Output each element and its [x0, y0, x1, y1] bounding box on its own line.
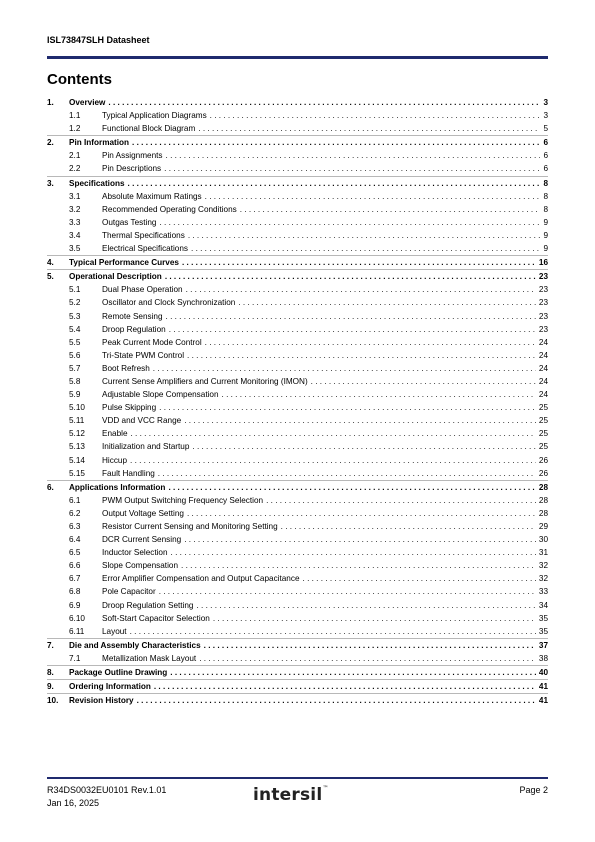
- toc-dot-leader: [170, 666, 536, 679]
- toc-entry-title: Package Outline Drawing: [69, 668, 168, 678]
- toc-entry-number: 3.5: [69, 244, 81, 254]
- toc-dot-leader: [205, 190, 541, 203]
- toc-entry-number: 5.6: [69, 350, 81, 360]
- toc-entry-title: PWM Output Switching Frequency Selection: [102, 495, 264, 505]
- toc-entry-number: 5.4: [69, 324, 81, 334]
- toc-chapter-entry[interactable]: [47, 135, 548, 149]
- toc-section-entry[interactable]: [47, 454, 548, 467]
- toc-section-entry[interactable]: [47, 494, 548, 507]
- toc-section-entry[interactable]: [47, 440, 548, 453]
- toc-entry-number: 2.2: [69, 164, 81, 174]
- toc-entry-page: 23: [538, 311, 548, 321]
- toc-dot-leader: [184, 414, 536, 427]
- toc-entry-title: Output Voltage Setting: [102, 508, 184, 518]
- toc-chapter-entry[interactable]: [47, 96, 548, 109]
- toc-entry-number: 5.14: [69, 455, 85, 465]
- toc-entry-page: 25: [538, 403, 548, 413]
- toc-entry-number: 5.13: [69, 442, 85, 452]
- toc-section-entry[interactable]: [47, 599, 548, 612]
- toc-section-entry[interactable]: [47, 520, 548, 533]
- toc-entry-number: 6.2: [69, 508, 81, 518]
- toc-entry-number: 7.: [47, 640, 54, 650]
- toc-entry-number: 10.: [47, 696, 59, 706]
- toc-entry-title: Metallization Mask Layout: [102, 653, 197, 663]
- toc-entry-number: 1.2: [69, 124, 81, 134]
- toc-dot-leader: [187, 507, 536, 520]
- toc-entry-number: 9.: [47, 682, 54, 692]
- toc-dot-leader: [154, 680, 536, 693]
- toc-entry-title: Pulse Skipping: [102, 403, 157, 413]
- toc-entry-number: 3.2: [69, 204, 81, 214]
- toc-section-entry[interactable]: [47, 467, 548, 480]
- toc-entry-number: 3.4: [69, 230, 81, 240]
- toc-entry-number: 2.1: [69, 151, 81, 161]
- toc-dot-leader: [184, 533, 536, 546]
- toc-dot-leader: [130, 454, 536, 467]
- toc-entry-title: Operational Description: [69, 272, 162, 282]
- toc-dot-leader: [153, 362, 536, 375]
- toc-entry-page: 23: [538, 298, 548, 308]
- toc-entry-page: 29: [538, 522, 548, 531]
- toc-dot-leader: [188, 229, 541, 242]
- toc-entry-page: 23: [538, 285, 548, 295]
- toc-dot-leader: [187, 349, 536, 362]
- toc-entry-page: 6: [543, 164, 548, 174]
- toc-dot-leader: [192, 440, 536, 453]
- toc-entry-title: Droop Regulation Setting: [102, 600, 194, 610]
- toc-entry-number: 5.9: [69, 390, 81, 400]
- toc-section-entry[interactable]: [47, 546, 548, 559]
- toc-entry-number: 6.4: [69, 535, 81, 545]
- toc-section-entry[interactable]: [47, 349, 548, 362]
- toc-entry-title: Initialization and Startup: [102, 442, 190, 452]
- footer-page-number: Page 2: [519, 785, 548, 795]
- toc-dot-leader: [159, 401, 536, 414]
- toc-entry-page: 16: [538, 258, 548, 268]
- toc-dot-leader: [171, 546, 536, 559]
- toc-dot-leader: [186, 283, 536, 296]
- toc-entry-number: 6.3: [69, 522, 81, 531]
- toc-entry-title: Recommended Operating Conditions: [102, 204, 237, 214]
- footer-rule: [47, 777, 548, 779]
- toc-entry-title: Resistor Current Sensing and Monitoring Setting: [102, 522, 278, 531]
- toc-entry-title: Boot Refresh: [102, 363, 150, 373]
- toc-entry-title: Thermal Specifications: [102, 230, 185, 240]
- toc-section-entry[interactable]: [47, 122, 548, 135]
- toc-entry-page: 9: [543, 217, 548, 227]
- toc-dot-leader: [166, 149, 541, 162]
- toc-dot-leader: [128, 177, 541, 190]
- toc-dot-leader: [266, 494, 536, 507]
- toc-entry-title: Current Sense Amplifiers and Current Monitoring (IMON): [102, 376, 308, 386]
- toc-entry-number: 5.10: [69, 403, 85, 413]
- toc-entry-page: 24: [538, 363, 548, 373]
- toc-entry-page: 23: [538, 324, 548, 334]
- toc-chapter-entry[interactable]: [47, 480, 548, 494]
- toc-entry-page: 8: [543, 204, 548, 214]
- toc-dot-leader: [191, 242, 540, 255]
- toc-entry-number: 2.: [47, 138, 54, 148]
- toc-entry-title: Die and Assembly Characteristics: [69, 640, 201, 650]
- toc-entry-number: 6.5: [69, 548, 81, 558]
- toc-dot-leader: [165, 270, 536, 283]
- toc-entry-title: Enable: [102, 429, 128, 439]
- toc-entry-number: 6.6: [69, 561, 81, 571]
- toc-dot-leader: [238, 296, 536, 309]
- toc-entry-number: 1.1: [69, 111, 81, 121]
- toc-entry-title: Adjustable Slope Compensation: [102, 390, 219, 400]
- toc-entry-title: Pin Descriptions: [102, 164, 162, 174]
- toc-entry-page: 38: [538, 653, 548, 663]
- toc-entry-page: 35: [538, 626, 548, 636]
- toc-entry-number: 5.7: [69, 363, 81, 373]
- toc-chapter-entry[interactable]: [47, 665, 548, 679]
- toc-entry-title: Electrical Specifications: [102, 244, 189, 254]
- toc-dot-leader: [182, 256, 536, 269]
- toc-entry-number: 5.2: [69, 298, 81, 308]
- toc-entry-page: 8: [543, 191, 548, 201]
- toc-section-entry[interactable]: [47, 401, 548, 414]
- toc-entry-number: 7.1: [69, 653, 81, 663]
- toc-entry-title: Fault Handling: [102, 468, 155, 478]
- toc-entry-number: 5.15: [69, 468, 85, 478]
- toc-dot-leader: [199, 652, 536, 665]
- toc-section-entry[interactable]: [47, 362, 548, 375]
- toc-entry-page: 23: [538, 272, 548, 282]
- toc-entry-page: 35: [538, 613, 548, 623]
- toc-entry-title: Layout: [102, 626, 127, 636]
- toc-entry-number: 6.9: [69, 600, 81, 610]
- toc-dot-leader: [164, 162, 540, 175]
- toc-dot-leader: [166, 310, 536, 323]
- toc-entry-title: Typical Application Diagrams: [102, 111, 207, 121]
- toc-entry-page: 24: [538, 390, 548, 400]
- toc-section-entry[interactable]: [47, 572, 548, 585]
- toc-dot-leader: [198, 122, 540, 135]
- toc-entry-title: Soft-Start Capacitor Selection: [102, 613, 210, 623]
- toc-entry-title: Overview: [69, 98, 106, 107]
- toc-dot-leader: [159, 216, 540, 229]
- toc-entry-number: 3.3: [69, 217, 81, 227]
- contents-heading: Contents: [47, 71, 112, 88]
- toc-entry-title: Outgas Testing: [102, 217, 157, 227]
- toc-section-entry[interactable]: [47, 229, 548, 242]
- toc-section-entry[interactable]: [47, 109, 548, 122]
- toc-entry-page: 24: [538, 350, 548, 360]
- toc-section-entry[interactable]: [47, 190, 548, 203]
- toc-entry-page: 28: [538, 482, 548, 492]
- toc-entry-title: Oscillator and Clock Synchronization: [102, 298, 236, 308]
- toc-entry-title: Pole Capacitor: [102, 587, 156, 597]
- toc-entry-page: 33: [538, 587, 548, 597]
- toc-section-entry[interactable]: [47, 162, 548, 175]
- toc-section-entry[interactable]: [47, 612, 548, 625]
- toc-entry-title: Inductor Selection: [102, 548, 168, 558]
- toc-entry-page: 32: [538, 574, 548, 584]
- toc-entry-number: 6.8: [69, 587, 81, 597]
- toc-entry-number: 6.10: [69, 613, 85, 623]
- toc-entry-title: Specifications: [69, 178, 125, 188]
- toc-chapter-entry[interactable]: [47, 269, 548, 283]
- toc-entry-page: 28: [538, 508, 548, 518]
- toc-section-entry[interactable]: [47, 203, 548, 216]
- toc-section-entry[interactable]: [47, 336, 548, 349]
- logo-text: intersil: [253, 785, 323, 805]
- toc-entry-number: 5.3: [69, 311, 81, 321]
- toc-dot-leader: [158, 467, 536, 480]
- toc-entry-title: Tri-State PWM Control: [102, 350, 185, 360]
- toc-entry-number: 3.1: [69, 191, 81, 201]
- toc-entry-number: 8.: [47, 668, 54, 678]
- toc-entry-title: Droop Regulation: [102, 324, 166, 334]
- toc-chapter-entry[interactable]: [47, 679, 548, 693]
- toc-dot-leader: [205, 336, 536, 349]
- toc-section-entry[interactable]: [47, 507, 548, 520]
- toc-entry-number: 4.: [47, 258, 54, 268]
- toc-entry-title: Revision History: [69, 696, 134, 706]
- toc-entry-page: 32: [538, 561, 548, 571]
- toc-dot-leader: [204, 639, 536, 652]
- toc-entry-page: 6: [543, 138, 548, 148]
- toc-entry-page: 31: [538, 548, 548, 558]
- toc-entry-title: Peak Current Mode Control: [102, 337, 202, 347]
- toc-entry-page: 9: [543, 244, 548, 254]
- toc-dot-leader: [213, 612, 536, 625]
- toc-entry-page: 8: [543, 178, 548, 188]
- toc-entry-page: 24: [538, 376, 548, 386]
- toc-section-entry[interactable]: [47, 427, 548, 440]
- toc-chapter-entry[interactable]: [47, 638, 548, 652]
- toc-entry-title: Error Amplifier Compensation and Output Capacitance: [102, 574, 300, 584]
- toc-entry-title: Remote Sensing: [102, 311, 163, 321]
- toc-chapter-entry[interactable]: [47, 693, 548, 707]
- toc-section-entry[interactable]: [47, 216, 548, 229]
- toc-entry-number: 6.11: [69, 626, 85, 636]
- toc-entry-page: 6: [543, 151, 548, 161]
- toc-entry-page: 24: [538, 337, 548, 347]
- toc-dot-leader: [168, 481, 535, 494]
- toc-entry-page: 28: [538, 495, 548, 505]
- toc-entry-title: Pin Assignments: [102, 151, 163, 161]
- toc-entry-page: 25: [538, 429, 548, 439]
- toc-entry-number: 5.12: [69, 429, 85, 439]
- toc-entry-page: 41: [538, 682, 548, 692]
- toc-entry-page: 41: [538, 696, 548, 706]
- toc-section-entry[interactable]: [47, 149, 548, 162]
- toc-entry-number: 5.8: [69, 376, 81, 386]
- toc-entry-page: 9: [543, 230, 548, 240]
- toc-entry-title: Pin Information: [69, 138, 130, 148]
- toc-dot-leader: [159, 585, 536, 598]
- toc-dot-leader: [210, 109, 541, 122]
- toc-entry-page: 40: [538, 668, 548, 678]
- toc-dot-leader: [131, 427, 536, 440]
- toc-entry-title: Slope Compensation: [102, 561, 179, 571]
- toc-entry-number: 6.7: [69, 574, 81, 584]
- toc-section-entry[interactable]: [47, 585, 548, 598]
- toc-entry-title: Absolute Maximum Ratings: [102, 191, 202, 201]
- toc-entry-number: 6.1: [69, 495, 81, 505]
- toc-entry-title: VDD and VCC Range: [102, 416, 182, 426]
- toc-chapter-entry[interactable]: [47, 255, 548, 269]
- toc-entry-number: 6.: [47, 482, 54, 492]
- toc-dot-leader: [130, 625, 536, 638]
- toc-section-entry[interactable]: [47, 375, 548, 388]
- toc-section-entry[interactable]: [47, 625, 548, 638]
- toc-dot-leader: [303, 572, 536, 585]
- table-of-contents: [47, 96, 548, 707]
- toc-section-entry[interactable]: [47, 652, 548, 665]
- toc-dot-leader: [281, 520, 536, 533]
- toc-section-entry[interactable]: [47, 283, 548, 296]
- toc-section-entry[interactable]: [47, 296, 548, 309]
- toc-section-entry[interactable]: [47, 533, 548, 546]
- toc-entry-number: 5.5: [69, 337, 81, 347]
- document-header-title: ISL73847SLH Datasheet: [47, 35, 150, 45]
- intersil-logo: intersil™: [253, 785, 329, 805]
- toc-entry-page: 26: [538, 455, 548, 465]
- toc-entry-page: 5: [543, 124, 548, 134]
- toc-chapter-entry[interactable]: [47, 176, 548, 190]
- toc-section-entry[interactable]: [47, 388, 548, 401]
- toc-entry-number: 5.11: [69, 416, 85, 426]
- toc-dot-leader: [311, 375, 536, 388]
- toc-dot-leader: [197, 599, 536, 612]
- toc-entry-page: 30: [538, 535, 548, 545]
- toc-section-entry[interactable]: [47, 559, 548, 572]
- footer-document-number: R34DS0032EU0101 Rev.1.01: [47, 785, 167, 795]
- toc-entry-page: 25: [538, 416, 548, 426]
- toc-section-entry[interactable]: [47, 310, 548, 323]
- toc-section-entry[interactable]: [47, 414, 548, 427]
- toc-entry-page: 37: [538, 640, 548, 650]
- toc-entry-number: 3.: [47, 178, 54, 188]
- toc-entry-title: Typical Performance Curves: [69, 258, 179, 268]
- toc-entry-page: 3: [543, 98, 548, 107]
- toc-entry-page: 3: [543, 111, 548, 121]
- toc-dot-leader: [132, 136, 540, 149]
- toc-dot-leader: [137, 694, 536, 707]
- toc-entry-title: Ordering Information: [69, 682, 151, 692]
- toc-entry-title: Dual Phase Operation: [102, 285, 183, 295]
- toc-entry-page: 25: [538, 442, 548, 452]
- toc-section-entry[interactable]: [47, 323, 548, 336]
- toc-dot-leader: [108, 96, 540, 109]
- toc-entry-page: 26: [538, 468, 548, 478]
- toc-dot-leader: [222, 388, 536, 401]
- toc-entry-page: 34: [538, 600, 548, 610]
- toc-entry-title: DCR Current Sensing: [102, 535, 182, 545]
- toc-entry-number: 1.: [47, 98, 54, 107]
- toc-dot-leader: [181, 559, 536, 572]
- footer-date: Jan 16, 2025: [47, 798, 100, 808]
- toc-entry-title: Hiccup: [102, 455, 128, 465]
- toc-dot-leader: [240, 203, 541, 216]
- toc-entry-number: 5.1: [69, 285, 81, 295]
- toc-dot-leader: [169, 323, 536, 336]
- toc-entry-title: Functional Block Diagram: [102, 124, 196, 134]
- header-rule: [47, 56, 548, 59]
- toc-section-entry[interactable]: [47, 242, 548, 255]
- toc-entry-number: 5.: [47, 272, 54, 282]
- toc-entry-title: Applications Information: [69, 482, 166, 492]
